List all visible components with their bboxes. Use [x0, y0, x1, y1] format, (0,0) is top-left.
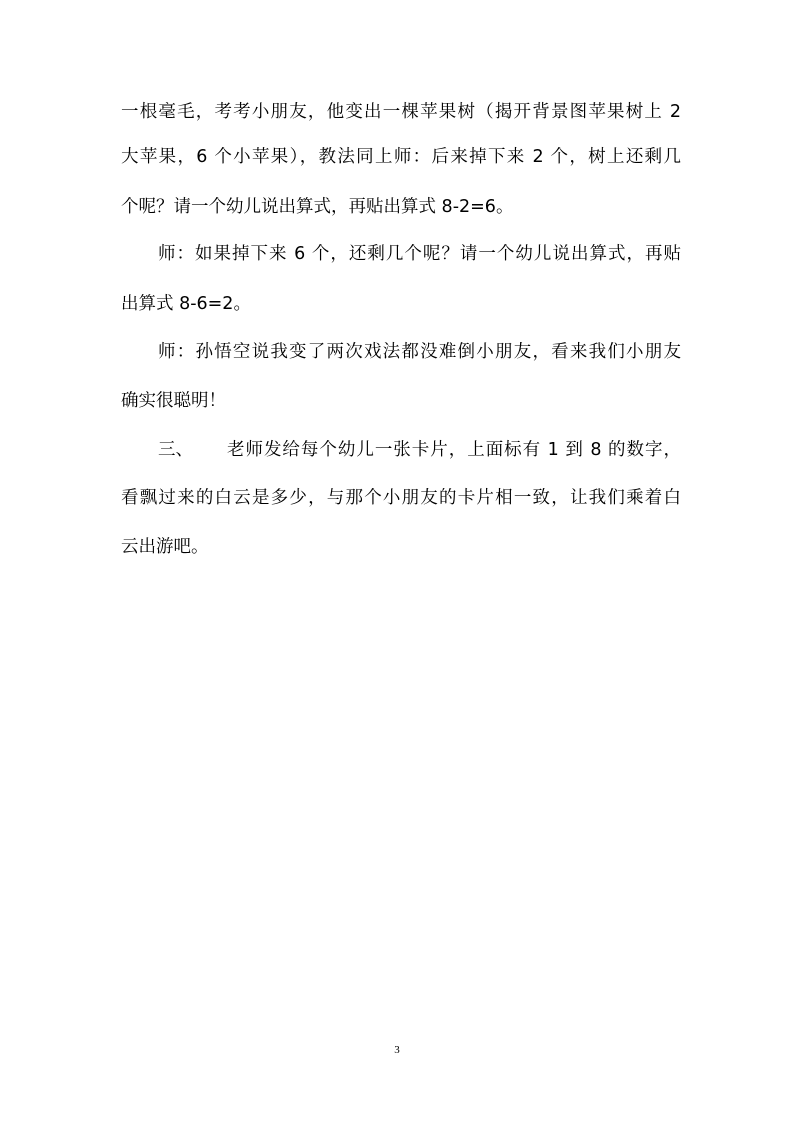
paragraph-line-7: 确实很聪明！ [121, 391, 226, 411]
paragraph-line-6: 师：孙悟空说我变了两次戏法都没难倒小朋友，看来我们小朋友 [158, 342, 681, 362]
paragraph-line-5: 出算式 8-6=2。 [121, 294, 251, 314]
paragraph-line-3: 个呢？请一个幼儿说出算式，再贴出算式 8-2=6。 [121, 197, 514, 217]
page-number: 3 [394, 1044, 400, 1056]
paragraph-line-8: 老师发给每个幼儿一张卡片，上面标有 1 到 8 的数字， [227, 440, 681, 460]
paragraph-line-2: 大苹果，6 个小苹果），教法同上师：后来掉下来 2 个，树上还剩几 [121, 147, 681, 167]
paragraph-line-9: 看飘过来的白云是多少，与那个小朋友的卡片相一致，让我们乘着白 [121, 488, 681, 508]
paragraph-line-4: 师：如果掉下来 6 个，还剩几个呢？请一个幼儿说出算式，再贴 [158, 244, 681, 264]
paragraph-line-10: 云出游吧。 [121, 537, 209, 557]
paragraph-line-1: 一根毫毛，考考小朋友，他变出一棵苹果树（揭开背景图苹果树上 2 [121, 102, 681, 122]
section-number: 三、 [158, 440, 193, 460]
